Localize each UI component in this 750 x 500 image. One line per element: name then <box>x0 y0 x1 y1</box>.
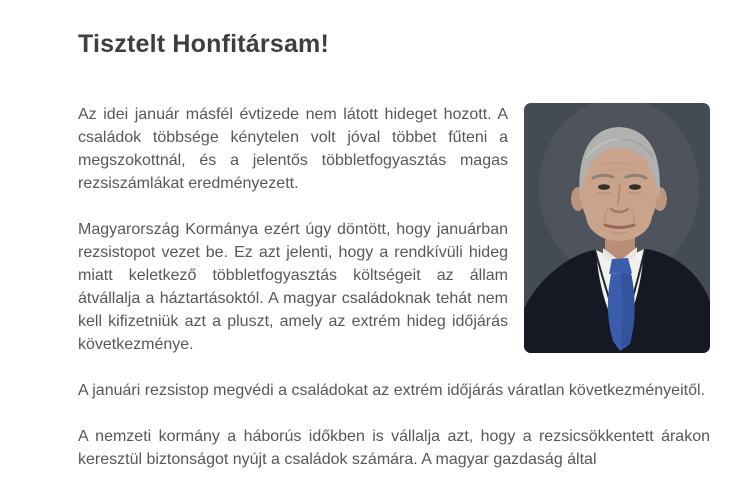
letter-body <box>78 103 710 471</box>
paragraph-cold-january: Az idei január másfél évtizede nem látott hideget hozott. A családok többsége kénytelen volt jóval többet fűteni a megszokottnál, és a jelentős többletfogyasztás magas rezsiszámlákat eredményezett. <box>78 106 508 192</box>
statesman-portrait-image <box>524 103 710 353</box>
paragraph-national-government: A nemzeti kormány a háborús időkben is vállalja azt, hogy a rezsicsökkentett árakon keresztül biztonságot nyújt a családok számára. A magyar gazdaság által <box>78 428 710 468</box>
paragraph-rezsistop-decision: Magyarország Kormánya ezért úgy döntött, hogy januárban rezsistopot vezet be. Ez azt jelenti, hogy a rendkívüli hideg miatt keletkező többletfogyasztás költségeit az állam átvállalja a háztartásoktól. A magyar családoknak tehát nem kell kifizetniük azt a pluszt, amely az extrém hideg időjárás következménye. <box>78 221 508 353</box>
text-and-photo-row <box>78 103 710 356</box>
portrait-photo <box>524 103 710 353</box>
paragraph-rezsistop-protects: A januári rezsistop megvédi a családokat az extrém időjárás váratlan következményeitől. <box>78 382 705 399</box>
letter-salutation: Tisztelt Honfitársam! <box>78 30 330 58</box>
letter-text-column <box>78 103 508 356</box>
